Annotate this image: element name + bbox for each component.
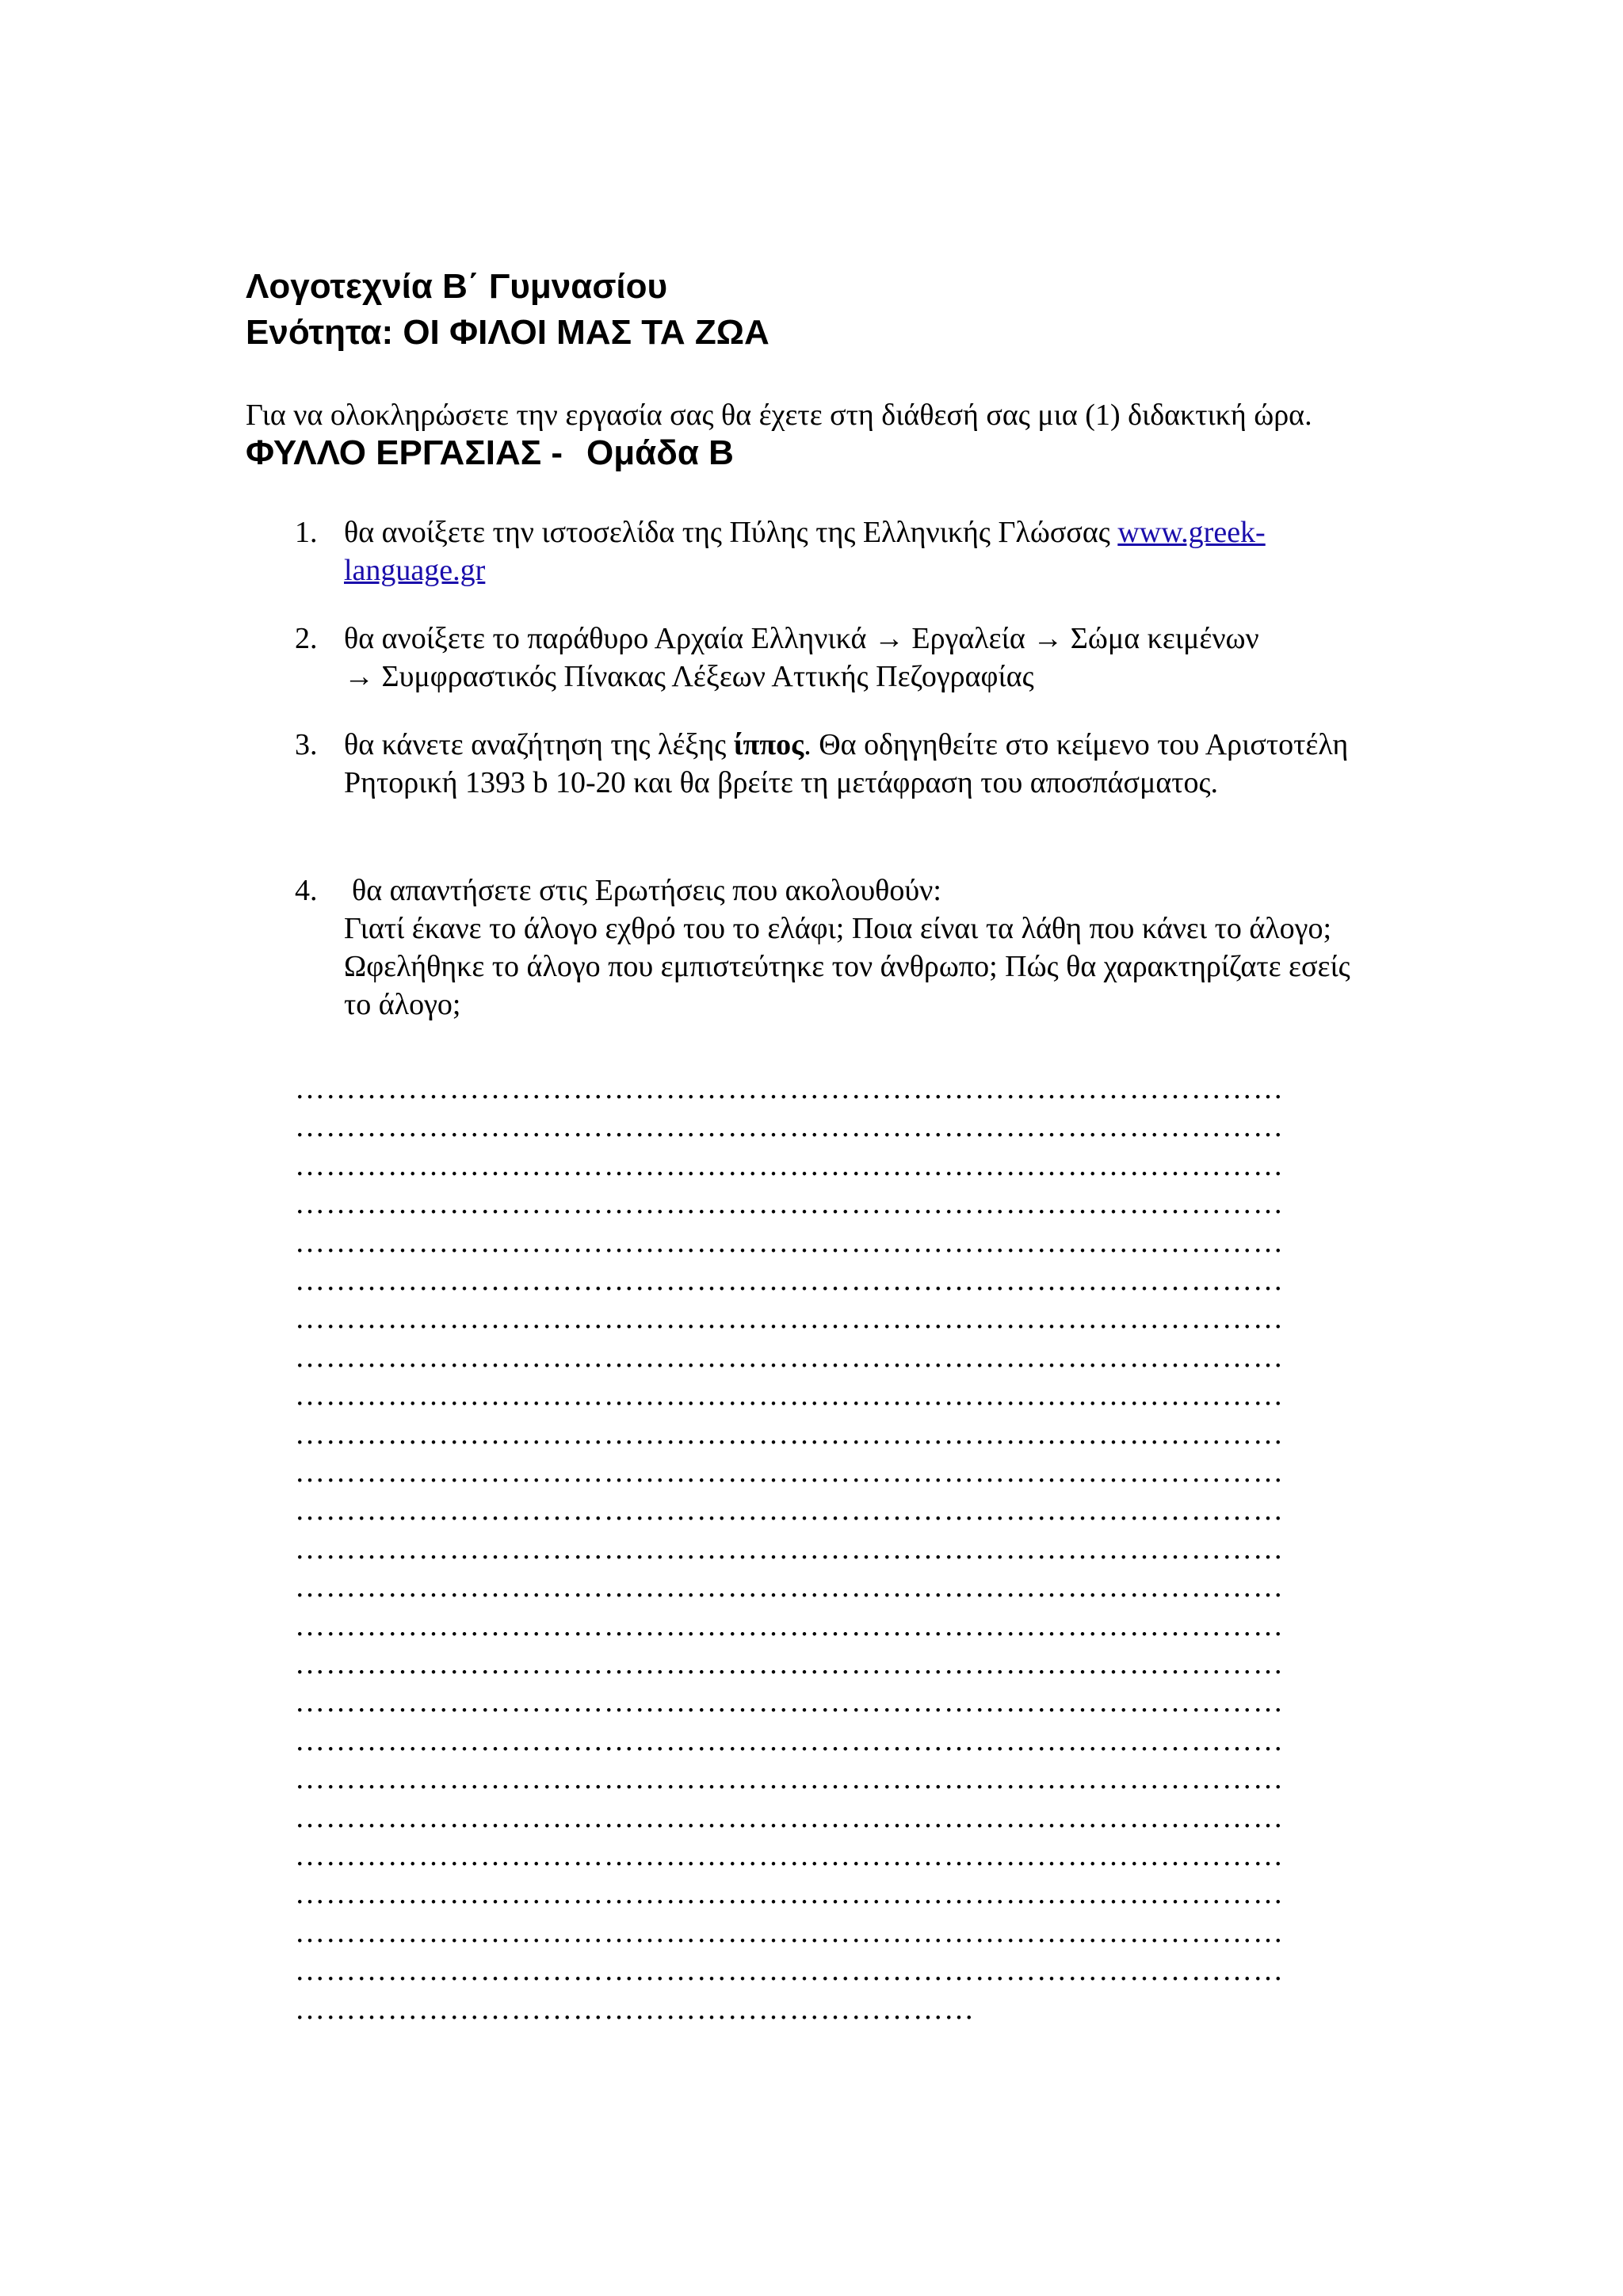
instruction-text: θα ανοίξετε την ιστοσελίδα της Πύλης της Ελληνικής Γλώσσας	[344, 516, 1118, 549]
instruction-text: θα ανοίξετε το παράθυρο Αρχαία Ελληνικά → Εργαλεία → Σώμα κειμένων	[344, 622, 1259, 655]
answer-line: ……………………………………………………………………………………	[295, 1570, 1284, 1604]
answer-line: ……………………………………………………………………………………	[295, 1148, 1284, 1182]
instruction-item-2	[295, 620, 1373, 696]
time-instruction: Για να ολοκληρώσετε την εργασία σας θα έχετε στη διάθεσή σας μια (1) διδακτική ώρα.	[246, 399, 1312, 432]
instruction-text: θα κάνετε αναζήτηση της λέξης	[344, 728, 734, 761]
questions-text: Γιατί έκανε το άλογο εχθρό του το ελάφι; Ποια είναι τα λάθη που κάνει το άλογο; Ωφελήθηκε το άλογο που εμπιστεύτηκε τον άνθρωπο; Πώς θα χαρακτηρίζατε εσείς το άλογο;	[344, 912, 1350, 1021]
answer-line: …………………………………………………………	[295, 1992, 975, 2026]
item-number: 1.	[295, 516, 318, 549]
answer-line: ……………………………………………………………………………………	[295, 1647, 1284, 1680]
answer-line: ……………………………………………………………………………………	[295, 1264, 1284, 1297]
item-number: 4.	[295, 874, 318, 907]
instruction-text-continued: . Θα οδηγηθείτε στο κείμενο του Αριστοτέλη Ρητορική 1393 b 10-20 και θα βρείτε τη μετάφραση του αποσπάσματος.	[344, 728, 1349, 799]
worksheet-label: ΦΥΛΛΟ ΕΡΓΑΣΙΑΣ -	[246, 433, 563, 472]
unit-title: Ενότητα: ΟΙ ΦΙΛΟΙ ΜΑΣ ΤΑ ΖΩΑ	[246, 313, 769, 352]
search-word: ίππος	[733, 728, 804, 761]
questions-intro: θα απαντήσετε στις Ερωτήσεις που ακολουθούν:	[352, 874, 941, 907]
answer-line: ……………………………………………………………………………………	[295, 1072, 1284, 1105]
answer-line: ……………………………………………………………………………………	[295, 1187, 1284, 1221]
answer-line: ……………………………………………………………………………………	[295, 1417, 1284, 1451]
answer-line: ……………………………………………………………………………………	[295, 1762, 1284, 1796]
instruction-text-continued: → Συμφραστικός Πίνακας Λέξεων Αττικής Πεζογραφίας	[344, 660, 1034, 693]
answer-line: ……………………………………………………………………………………	[295, 1685, 1284, 1719]
answer-line: ……………………………………………………………………………………	[295, 1800, 1284, 1834]
answer-line: ……………………………………………………………………………………	[295, 1493, 1284, 1527]
answer-line: ……………………………………………………………………………………	[295, 1608, 1284, 1642]
answer-line: ……………………………………………………………………………………	[295, 1110, 1284, 1144]
answer-line: ……………………………………………………………………………………	[295, 1340, 1284, 1374]
answer-line: ……………………………………………………………………………………	[295, 1954, 1284, 1988]
instruction-item-4	[295, 871, 1373, 1024]
answer-line: ……………………………………………………………………………………	[295, 1225, 1284, 1259]
group-label: Ομάδα Β	[586, 433, 734, 472]
answer-line: ……………………………………………………………………………………	[295, 1302, 1284, 1336]
answer-line: ……………………………………………………………………………………	[295, 1531, 1284, 1566]
instruction-item-3	[295, 726, 1373, 802]
answer-line: ……………………………………………………………………………………	[295, 1455, 1284, 1489]
subject-title: Λογοτεχνία Β΄ Γυμνασίου	[246, 267, 668, 306]
answer-line: ……………………………………………………………………………………	[295, 1915, 1284, 1949]
worksheet-title	[246, 433, 734, 474]
answer-line: ……………………………………………………………………………………	[295, 1379, 1284, 1413]
instruction-item-1	[295, 513, 1373, 589]
answer-line: ……………………………………………………………………………………	[295, 1877, 1284, 1911]
item-number: 2.	[295, 622, 318, 655]
greek-language-link[interactable]: www.greek-language.gr	[344, 516, 1266, 587]
answer-line: ……………………………………………………………………………………	[295, 1839, 1284, 1872]
item-number: 3.	[295, 728, 318, 761]
answer-line: ……………………………………………………………………………………	[295, 1723, 1284, 1757]
